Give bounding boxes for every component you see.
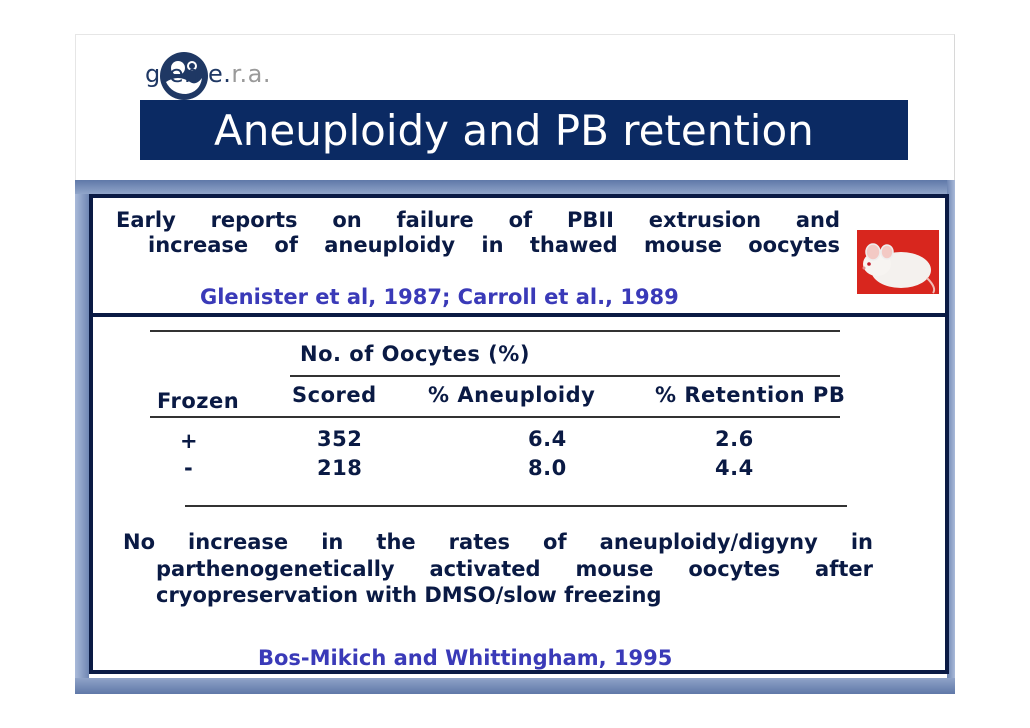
table-header-aneuploidy: % Aneuploidy [428, 383, 596, 407]
conclusion-line-1: No increase in the rates of aneuploidy/digyny in [123, 530, 873, 554]
table-group-rule [290, 375, 840, 377]
table-header-rule [150, 416, 840, 418]
table-group-header: No. of Oocytes (%) [300, 342, 530, 366]
conclusion-line-2: parthenogenetically activated mouse oocytes after [156, 557, 873, 581]
section-divider [89, 313, 949, 317]
table-cell-aneuploidy: 8.0 [528, 456, 567, 480]
conclusion-citation: Bos-Mikich and Whittingham, 1995 [258, 646, 673, 670]
left-shade [75, 194, 89, 694]
table-bottom-rule [185, 505, 847, 507]
table-cell-scored: 352 [317, 427, 363, 451]
bottom-stripe [75, 678, 955, 694]
table-cell-frozen: + [180, 429, 199, 453]
table-header-frozen: Frozen [157, 389, 240, 413]
logo-text-light: r.a. [231, 60, 272, 88]
intro-citation: Glenister et al, 1987; Carroll et al., 1989 [200, 285, 679, 309]
table-cell-aneuploidy: 6.4 [528, 427, 567, 451]
logo-wordmark [145, 60, 271, 88]
table-cell-retention: 4.4 [715, 456, 754, 480]
intro-line-1: Early reports on failure of PBII extrusion and [116, 208, 840, 232]
table-header-retention: % Retention PB [655, 383, 846, 407]
slide-title: Aneuploidy and PB retention [214, 106, 814, 155]
table-cell-frozen: - [184, 456, 194, 480]
conclusion-line-3: cryopreservation with DMSO/slow freezing [156, 583, 662, 607]
table-cell-retention: 2.6 [715, 427, 754, 451]
table-top-rule [150, 330, 840, 332]
mouse-image [857, 230, 939, 294]
table-cell-scored: 218 [317, 456, 363, 480]
table-header-scored: Scored [292, 383, 377, 407]
logo-text-dark: g.en.e. [145, 60, 232, 88]
intro-line-2: increase of aneuploidy in thawed mouse oocytes [148, 233, 840, 257]
title-bar [140, 100, 908, 160]
